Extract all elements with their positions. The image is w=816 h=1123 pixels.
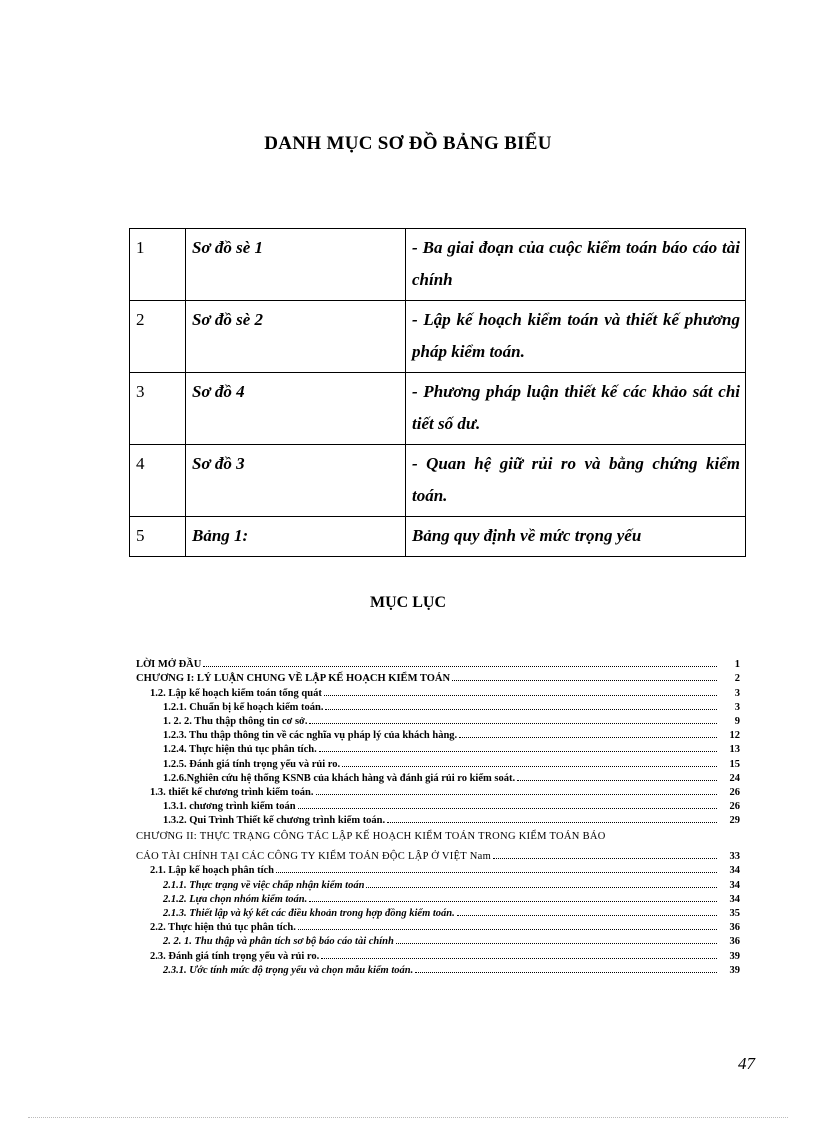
- toc-leader-dots: [387, 822, 717, 823]
- toc-entry[interactable]: [136, 933, 740, 947]
- toc-entry-label: 2.1.1. Thực trạng về việc chấp nhận kiểm toán: [163, 879, 365, 891]
- toc-entry-page: 29: [729, 815, 740, 827]
- toc-entry[interactable]: [136, 727, 740, 741]
- toc-entry-label: LỜI MỞ ĐẦU: [136, 659, 202, 671]
- toc-leader-dots: [325, 709, 717, 710]
- page-number: 47: [738, 1054, 755, 1073]
- figure-number: 1: [130, 229, 186, 301]
- figures-table: [129, 228, 746, 557]
- toc-chapter-heading[interactable]: [136, 826, 740, 842]
- toc-entry[interactable]: [136, 947, 740, 961]
- toc-entry[interactable]: [136, 784, 740, 798]
- toc-entry-label: 1.3.1. chương trình kiểm toán: [163, 801, 296, 813]
- toc-leader-dots: [457, 915, 717, 916]
- toc-entry-label: 1.2.6.Nghiên cứu hệ thống KSNB của khách hàng và đánh giá rủi ro kiểm soát.: [163, 772, 516, 784]
- toc-entry-page: 34: [729, 879, 740, 891]
- toc-entry-label: 2.3.1. Ước tính mức độ trọng yếu và chọn mẫu kiểm toán.: [163, 964, 414, 976]
- toc-entry-label: 2. 2. 1. Thu thập và phân tích sơ bộ báo cáo tài chính: [163, 936, 394, 948]
- figure-name: Bảng 1:: [186, 517, 406, 557]
- toc-leader-dots: [321, 958, 717, 959]
- toc-leader-dots: [415, 972, 717, 973]
- table-row: [130, 445, 746, 517]
- toc-entry-label: 1.2.4. Thực hiện thủ tục phân tích.: [163, 744, 317, 756]
- toc-entry-page: 39: [729, 964, 740, 976]
- figure-description: - Lập kế hoạch kiểm toán và thiết kế phương pháp kiểm toán.: [406, 301, 746, 373]
- figure-name: Sơ đồ sè 2: [186, 301, 406, 373]
- toc-leader-dots: [309, 723, 717, 724]
- toc-leader-dots: [517, 780, 717, 781]
- figure-name: Sơ đồ 4: [186, 373, 406, 445]
- toc-entry[interactable]: [136, 862, 740, 876]
- toc-entry-page: 9: [734, 715, 740, 727]
- toc-entry-page: 34: [729, 893, 740, 905]
- figure-number: 2: [130, 301, 186, 373]
- toc-entry[interactable]: [136, 905, 740, 919]
- toc-entry-page: 3: [734, 687, 740, 699]
- toc-entry-label: 2.3. Đánh giá tính trọng yếu và rủi ro.: [150, 950, 320, 962]
- toc-leader-dots: [452, 680, 717, 681]
- figure-number: 5: [130, 517, 186, 557]
- toc-entry-label: CHƯƠNG II: THỰC TRẠNG CÔNG TÁC LẬP KẾ HOẠCH KIỂM TOÁN TRONG KIỂM TOÁN BÁO: [136, 831, 606, 843]
- toc-leader-dots: [459, 737, 717, 738]
- toc-entry[interactable]: [136, 876, 740, 890]
- figure-description: Bảng quy định về mức trọng yếu: [406, 517, 746, 557]
- toc-entry-page: 35: [729, 908, 740, 919]
- toc-entry-page: 39: [729, 950, 740, 962]
- toc-entry-label: 1.2.1. Chuẩn bị kế hoạch kiểm toán.: [163, 701, 324, 713]
- toc-entry-label: 2.1.2. Lựa chọn nhóm kiểm toán.: [163, 893, 308, 905]
- toc-entry-label: 2.1. Lập kế hoạch phân tích: [150, 865, 274, 877]
- toc-entry-label: CÁO TÀI CHÍNH TẠI CÁC CÔNG TY KIỂM TOÁN ĐỘC LẬP Ở VIỆT Nam: [136, 851, 492, 863]
- toc-leader-dots: [396, 943, 717, 944]
- toc-entry-page: 26: [729, 786, 740, 798]
- toc-entry-label: 2.2. Thực hiện thủ tục phân tích.: [150, 922, 296, 934]
- toc-leader-dots: [319, 751, 717, 752]
- toc-entry-page: 13: [729, 744, 740, 756]
- figure-number: 4: [130, 445, 186, 517]
- toc-entry-page: 3: [734, 701, 740, 713]
- toc-entry-page: 12: [729, 730, 740, 742]
- table-row: [130, 229, 746, 301]
- toc-leader-dots: [298, 929, 717, 930]
- table-row: [130, 517, 746, 557]
- toc-entry[interactable]: [136, 699, 740, 713]
- toc-entry-label: 1.2.5. Đánh giá tính trọng yếu và rủi ro.: [163, 758, 341, 770]
- toc-leader-dots: [493, 858, 717, 859]
- toc-leader-dots: [276, 872, 717, 873]
- toc-entry[interactable]: [136, 713, 740, 727]
- figure-name: Sơ đồ sè 1: [186, 229, 406, 301]
- figure-description: - Ba giai đoạn của cuộc kiểm toán báo cáo tài chính: [406, 229, 746, 301]
- toc-entry[interactable]: [136, 842, 740, 862]
- toc-leader-dots: [298, 808, 717, 809]
- figures-title: DANH MỤC SƠ ĐỒ BẢNG BIỂU: [264, 133, 552, 154]
- toc-entry-page: 36: [729, 936, 740, 948]
- figure-description: - Phương pháp luận thiết kế các khảo sát chi tiết số dư.: [406, 373, 746, 445]
- toc-entry[interactable]: [136, 798, 740, 812]
- figure-description: - Quan hệ giữ rủi ro và bằng chứng kiểm toán.: [406, 445, 746, 517]
- toc-entry[interactable]: [136, 891, 740, 905]
- toc-leader-dots: [309, 901, 717, 902]
- toc-entry[interactable]: [136, 670, 740, 684]
- table-row: [130, 301, 746, 373]
- toc-entry[interactable]: [136, 770, 740, 784]
- toc-entry-label: CHƯƠNG I: LÝ LUẬN CHUNG VỀ LẬP KẾ HOẠCH KIỂM TOÁN: [136, 673, 451, 685]
- toc-leader-dots: [203, 666, 717, 667]
- figure-name: Sơ đồ 3: [186, 445, 406, 517]
- figure-number: 3: [130, 373, 186, 445]
- toc-entry-page: 26: [729, 801, 740, 813]
- toc-entry-label: 1.3.2. Qui Trình Thiết kế chương trình kiểm toán.: [163, 815, 386, 827]
- toc-entry[interactable]: [136, 919, 740, 933]
- toc-entry-page: 34: [729, 865, 740, 877]
- toc-entry[interactable]: [136, 812, 740, 826]
- table-row: [130, 373, 746, 445]
- toc-entry-label: 1. 2. 2. Thu thập thông tin cơ sở.: [163, 715, 308, 727]
- toc-leader-dots: [324, 695, 717, 696]
- table-of-contents: [136, 656, 740, 976]
- toc-entry-page: 36: [729, 922, 740, 934]
- toc-entry-label: 1.2.3. Thu thập thông tin về các nghĩa vụ pháp lý của khách hàng.: [163, 730, 458, 742]
- toc-entry-label: 1.2. Lập kế hoạch kiểm toán tổng quát: [150, 687, 322, 699]
- toc-entry-page: 33: [729, 851, 740, 863]
- toc-entry[interactable]: [136, 741, 740, 755]
- toc-entry[interactable]: [136, 656, 740, 670]
- toc-leader-dots: [316, 794, 718, 795]
- bottom-divider: [28, 1117, 788, 1118]
- toc-leader-dots: [366, 887, 717, 888]
- toc-entry[interactable]: [136, 755, 740, 769]
- toc-title: MỤC LỤC: [370, 594, 446, 611]
- toc-entry-label: 1.3. thiết kế chương trình kiểm toán.: [150, 786, 314, 798]
- toc-entry[interactable]: [136, 684, 740, 698]
- toc-leader-dots: [342, 766, 717, 767]
- toc-entry-page: 1: [734, 659, 740, 671]
- toc-entry-page: 2: [734, 673, 740, 685]
- toc-entry-page: 24: [729, 772, 740, 784]
- toc-entry[interactable]: [136, 962, 740, 976]
- toc-entry-label: 2.1.3. Thiết lập và ký kết các điều khoản trong hợp đồng kiểm toán.: [163, 908, 455, 919]
- toc-entry-page: 15: [729, 758, 740, 770]
